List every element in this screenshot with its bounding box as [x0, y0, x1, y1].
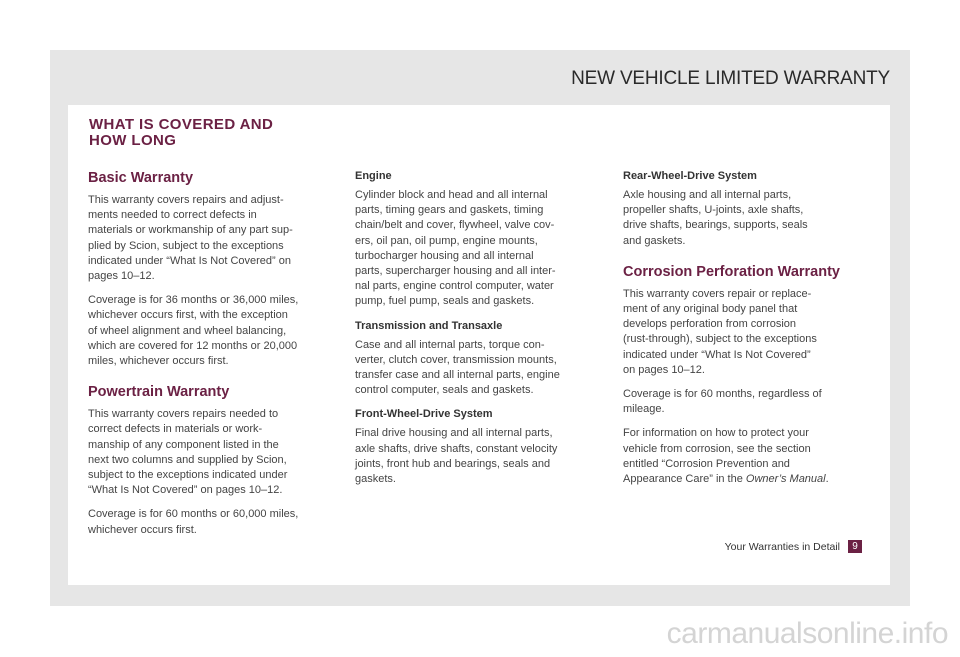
- corrosion-text-3-lead: For information on how to protect your vehicle from corrosion, see the section entitled “Corrosion Prevention and Appearance Care” in the: [623, 427, 811, 486]
- corrosion-warranty-title: Corrosion Perforation Warranty: [623, 263, 840, 280]
- transmission-title: Transmission and Transaxle: [355, 319, 503, 332]
- main-heading: WHAT IS COVERED AND HOW LONG: [89, 116, 274, 149]
- engine-text: Cylinder block and head and all internal parts, timing gears and gaskets, timing chain/belt and cover, flywheel, valve cov- ers, oil pan, oil pump, engine mounts, turbocharger housing and all internal parts, supercharger housing and all inter- nal parts, engine control computer, water pump, fuel pump, seals and gaskets.: [355, 189, 556, 308]
- fwd-text: Final drive housing and all internal parts, axle shafts, drive shafts, constant velocity joints, front hub and bearings, seals and gaskets.: [355, 427, 558, 486]
- corrosion-text-2: Coverage is for 60 months, regardless of mileage.: [623, 388, 822, 416]
- corrosion-text-3-end: .: [825, 473, 829, 486]
- powertrain-warranty-text-1: This warranty covers repairs needed to correct defects in materials or work- manship of any component listed in the next two columns and supplied by Scion, subject to the exceptions indicated under “What Is Not Covered” on pages 10–12.: [88, 408, 288, 497]
- fwd-title: Front-Wheel-Drive System: [355, 408, 493, 421]
- page-number: 9: [848, 540, 862, 553]
- powertrain-warranty-title: Powertrain Warranty: [88, 384, 230, 401]
- column-3: [623, 169, 873, 496]
- footer-label: Your Warranties in Detail: [724, 540, 840, 553]
- column-1: [88, 170, 338, 547]
- watermark: carmanualsonline.info: [666, 617, 948, 650]
- rwd-text: Axle housing and all internal parts, propeller shafts, U-joints, axle shafts, drive shafts, bearings, supports, seals and gaskets.: [623, 189, 808, 247]
- page-footer: [725, 540, 862, 553]
- column-2: [355, 169, 605, 496]
- powertrain-warranty-text-2: Coverage is for 60 months or 60,000 miles, whichever occurs first.: [88, 508, 299, 536]
- rwd-title: Rear-Wheel-Drive System: [623, 170, 757, 182]
- document-page: [68, 105, 890, 585]
- engine-title: Engine: [355, 170, 392, 182]
- basic-warranty-title: Basic Warranty: [88, 170, 194, 186]
- corrosion-text-1: This warranty covers repair or replace- ment of any original body panel that develops perforation from corrosion (rust-through), subject to the exceptions indicated under “What Is Not Covered” on pages 10–12.: [623, 287, 817, 376]
- owners-manual-ref: Owner’s Manual: [745, 473, 826, 486]
- header-title: NEW VEHICLE LIMITED WARRANTY: [571, 68, 890, 89]
- corrosion-text-3: [623, 426, 873, 487]
- transmission-text: Case and all internal parts, torque con- verter, clutch cover, transmission mounts, transfer case and all internal parts, engine control computer, seals and gaskets.: [355, 338, 560, 397]
- page-frame: [50, 50, 910, 606]
- basic-warranty-text-2: Coverage is for 36 months or 36,000 miles, whichever occurs first, with the exception of wheel alignment and wheel balancing, which are covered for 12 months or 20,000 miles, whichever occurs first.: [88, 294, 299, 368]
- basic-warranty-text-1: This warranty covers repairs and adjust- ments needed to correct defects in materials or workmanship of any part sup- plied by Scion, subject to the exceptions indicated under “What Is Not Covered” on pages 10–12.: [88, 194, 293, 283]
